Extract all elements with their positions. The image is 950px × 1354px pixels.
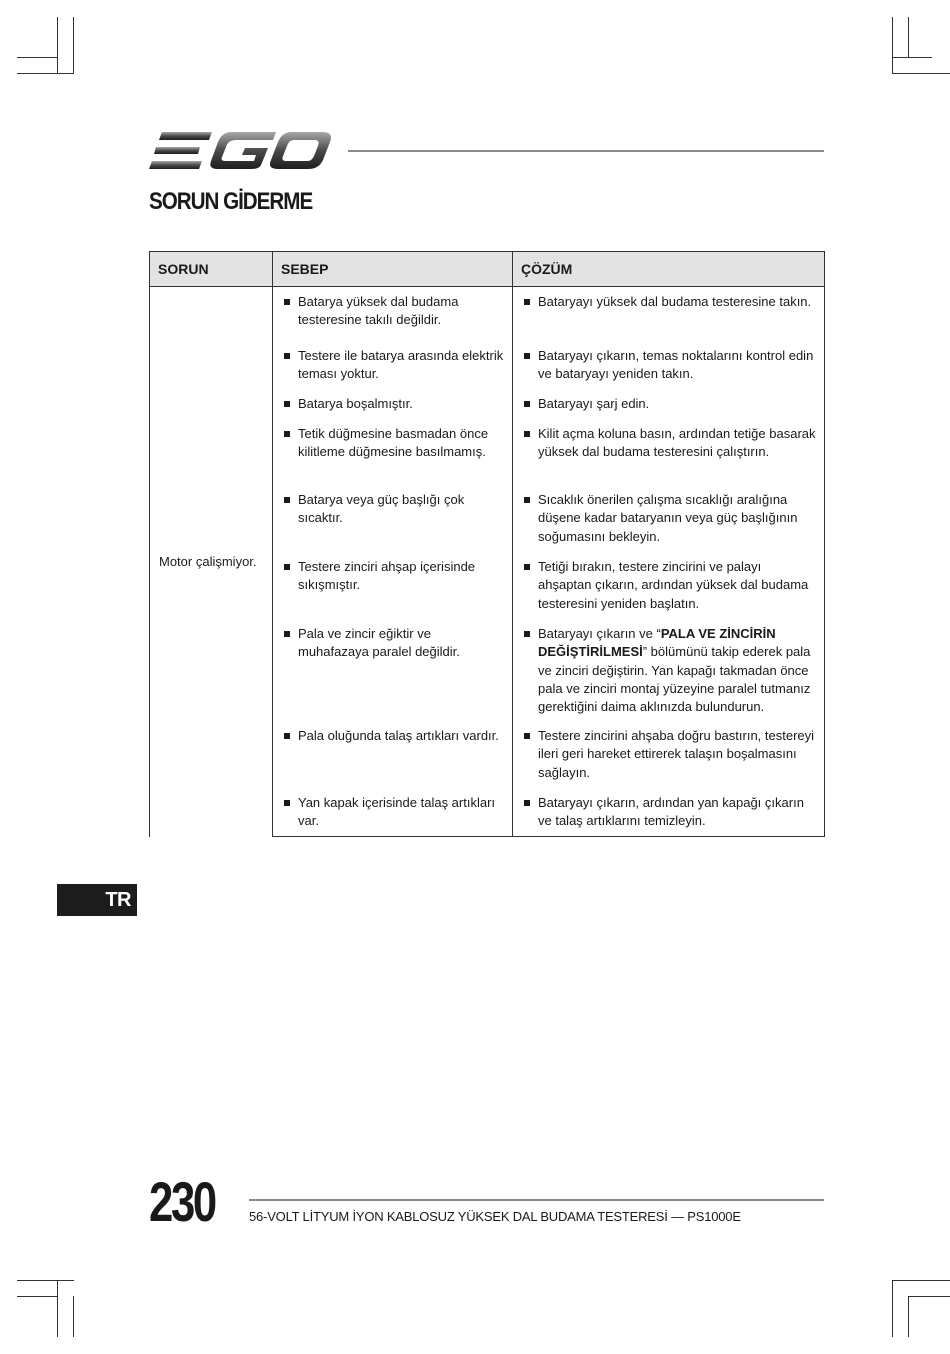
footer-rule bbox=[249, 1199, 824, 1201]
crop-mark bbox=[892, 73, 950, 74]
language-tab: TR bbox=[57, 884, 137, 916]
cause-item: Yan kapak içerisinde talaş artıkları var. bbox=[273, 794, 512, 831]
section-reference: PALA VE ZİNCİRİN DEĞİŞTİRİLMESİ bbox=[538, 626, 776, 660]
cause-item: Testere zinciri ahşap içerisinde sıkışmıştır. bbox=[273, 558, 512, 595]
cause-item: Pala ve zincir eğiktir ve muhafazaya paralel değildir. bbox=[273, 625, 512, 662]
crop-mark bbox=[908, 17, 909, 57]
cause-item: Pala oluğunda talaş artıkları vardır. bbox=[273, 727, 512, 745]
crop-mark bbox=[17, 73, 74, 74]
solution-item: Bataryayı çıkarın, ardından yan kapağı çıkarın ve talaş artıklarını temizleyin. bbox=[513, 794, 824, 831]
crop-mark bbox=[17, 57, 57, 58]
solution-item: Bataryayı çıkarın, temas noktalarını kontrol edin ve bataryayı yeniden takın. bbox=[513, 347, 824, 384]
solution-item: Tetiği bırakın, testere zincirini ve palayı ahşaptan çıkarın, ardından yüksek dal budama testeresini yeniden başlatın. bbox=[513, 558, 824, 613]
crop-mark bbox=[57, 17, 58, 74]
table-header-row bbox=[150, 252, 825, 287]
column-header-solution: ÇÖZÜM bbox=[513, 252, 825, 287]
crop-mark bbox=[908, 1296, 909, 1337]
column-header-problem: SORUN bbox=[150, 252, 273, 287]
problem-cell bbox=[150, 287, 273, 837]
ego-logo bbox=[148, 128, 332, 174]
cause-item: Tetik düğmesine basmadan önce kilitleme düğmesine basılmamış. bbox=[273, 425, 512, 462]
solution-item: Sıcaklık önerilen çalışma sıcaklığı aralığına düşene kadar bataryanın veya güç başlığının soğumasını bekleyin. bbox=[513, 491, 824, 546]
crop-mark bbox=[17, 1296, 57, 1297]
problem-text: Motor çalişmiyor. bbox=[159, 553, 257, 569]
crop-mark bbox=[57, 1280, 58, 1337]
troubleshooting-table bbox=[149, 251, 825, 837]
page-title: SORUN GİDERME bbox=[149, 188, 313, 215]
solution-item: Kilit açma koluna basın, ardından tetiğe basarak yüksek dal budama testeresini çalıştırın. bbox=[513, 425, 824, 462]
solution-item: Bataryayı yüksek dal budama testeresine takın. bbox=[513, 293, 824, 311]
footer-product-title: 56-VOLT LİTYUM İYON KABLOSUZ YÜKSEK DAL BUDAMA TESTERESİ — PS1000E bbox=[249, 1209, 741, 1224]
table-row bbox=[150, 287, 825, 348]
cause-item: Batarya boşalmıştır. bbox=[273, 395, 512, 413]
cause-item: Batarya yüksek dal budama testeresine takılı değildir. bbox=[273, 293, 512, 330]
solution-item: Testere zincirini ahşaba doğru bastırın, testereyi ileri geri hareket ettirerek talaşın boşalmasını sağlayın. bbox=[513, 727, 824, 782]
crop-mark bbox=[17, 1280, 74, 1281]
crop-mark bbox=[73, 17, 74, 74]
crop-mark bbox=[892, 57, 932, 58]
crop-mark bbox=[892, 1280, 893, 1337]
crop-mark bbox=[892, 1280, 950, 1281]
solution-item: Bataryayı şarj edin. bbox=[513, 395, 824, 413]
crop-mark bbox=[73, 1296, 74, 1337]
cause-item: Batarya veya güç başlığı çok sıcaktır. bbox=[273, 491, 512, 528]
solution-text: Bataryayı çıkarın ve “ bbox=[538, 626, 661, 641]
column-header-cause: SEBEP bbox=[273, 252, 513, 287]
cause-item: Testere ile batarya arasında elektrik teması yoktur. bbox=[273, 347, 512, 384]
crop-mark bbox=[892, 17, 893, 74]
page-number: 230 bbox=[149, 1170, 215, 1233]
solution-text: ” bölümünü takip ederek pala ve zinciri değiştirin. Yan kapağı takmadan önce pala ve zinciri montaj yüzeyine paralel tutmanız gerektiğini daima aklınızda bulundurun. bbox=[538, 644, 811, 715]
solution-item bbox=[513, 625, 824, 716]
crop-mark bbox=[908, 1296, 950, 1297]
header-rule bbox=[348, 150, 824, 152]
